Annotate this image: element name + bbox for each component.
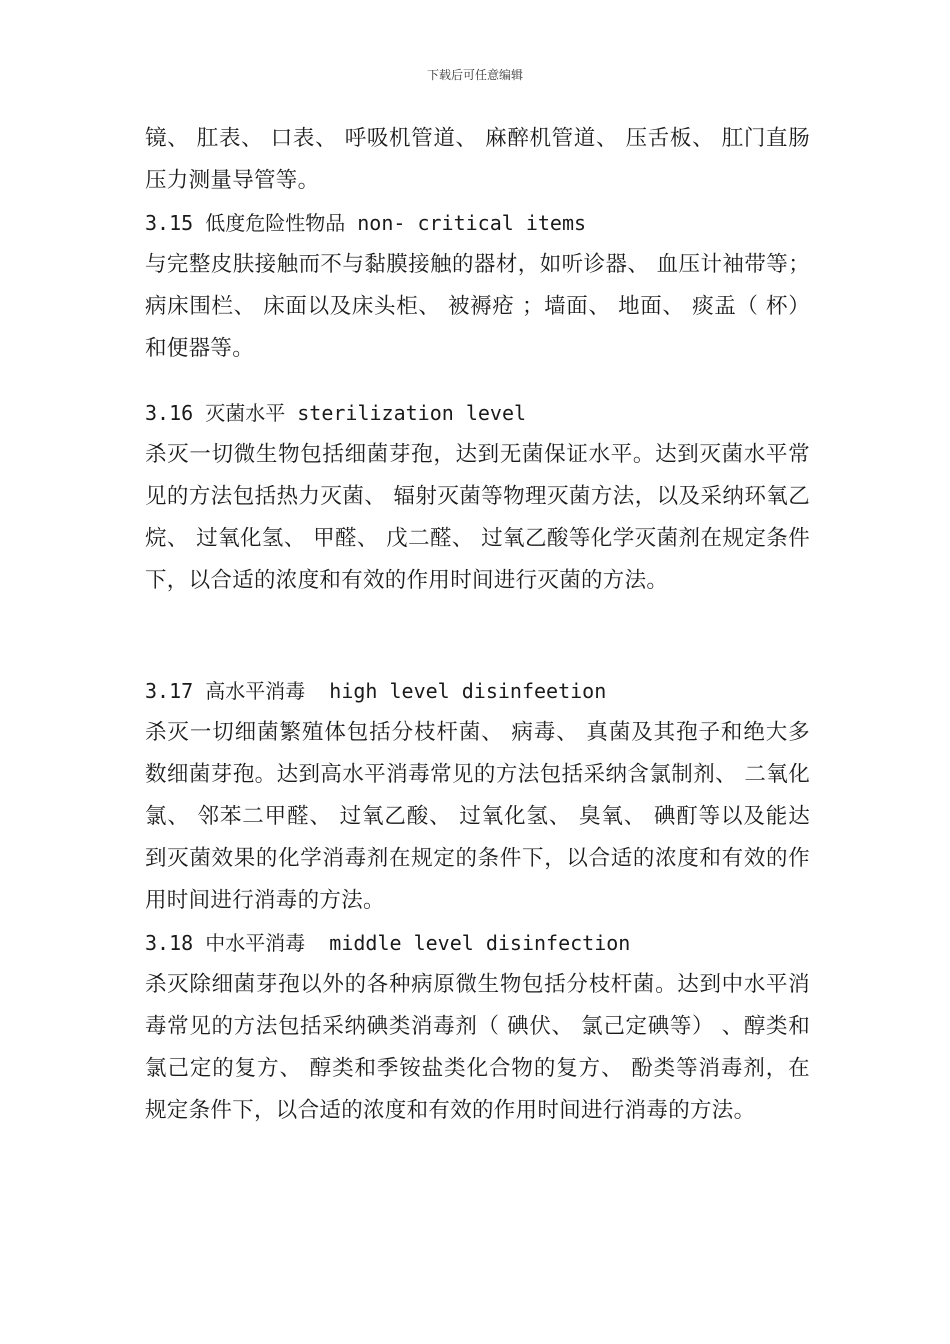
section-heading-3-17: 3.17 高水平消毒 high level disinfeetion <box>145 679 607 703</box>
paragraph-non-critical-items: 与完整皮肤接触而不与黏膜接触的器材，如听诊器、 血压计袖带等；病床围栏、 床面以及床头柜、 被褥疮 ；墙面、 地面、 痰盂（ 杯） 和便器等。 <box>145 252 810 361</box>
paragraph-sterilization-level: 杀灭一切微生物包括细菌芽孢，达到无菌保证水平。达到灭菌水平常见的方法包括热力灭菌、 辐射灭菌等物理灭菌方法，以及采纳环氧乙烷、 过氧化氢、 甲醛、 戊二醛、 过氧乙酸等化学灭菌剂在规定条件下，以合适的浓度和有效的作用时间进行灭菌的方法。 <box>145 442 810 593</box>
section-heading-3-15: 3.15 低度危险性物品 non- critical items <box>145 211 587 235</box>
page-header: 下载后可任意编辑 <box>426 68 523 82</box>
document-body <box>145 118 810 1132</box>
spacer <box>145 370 810 392</box>
paragraph-middle-level-disinfection: 杀灭除细菌芽孢以外的各种病原微生物包括分枝杆菌。达到中水平消毒常见的方法包括采纳碘类消毒剂（ 碘伏、 氯己定碘等） 、醇类和氯己定的复方、 醇类和季铵盐类化合物的复方、 酚类等消毒剂，在规定条件下，以合适的浓度和有效的作用时间进行消毒的方法。 <box>145 972 810 1123</box>
section-heading-3-16: 3.16 灭菌水平 sterilization level <box>145 401 527 425</box>
section-heading-3-18: 3.18 中水平消毒 middle level disinfection <box>145 931 631 955</box>
paragraph-high-risk-items-cont: 镜、 肛表、 口表、 呼吸机管道、 麻醉机管道、 压舌板、 肛门直肠压力测量导管等。 <box>145 126 810 193</box>
spacer <box>145 602 810 670</box>
paragraph-high-level-disinfection: 杀灭一切细菌繁殖体包括分枝杆菌、 病毒、 真菌及其孢子和绝大多数细菌芽孢。达到高水平消毒常见的方法包括采纳含氯制剂、 二氧化氯、 邻苯二甲醛、 过氧乙酸、 过氧化氢、 臭氧、 碘酊等以及能达到灭菌效果的化学消毒剂在规定的条件下，以合适的浓度和有效的作用时间进行消毒的方法。 <box>145 720 810 913</box>
